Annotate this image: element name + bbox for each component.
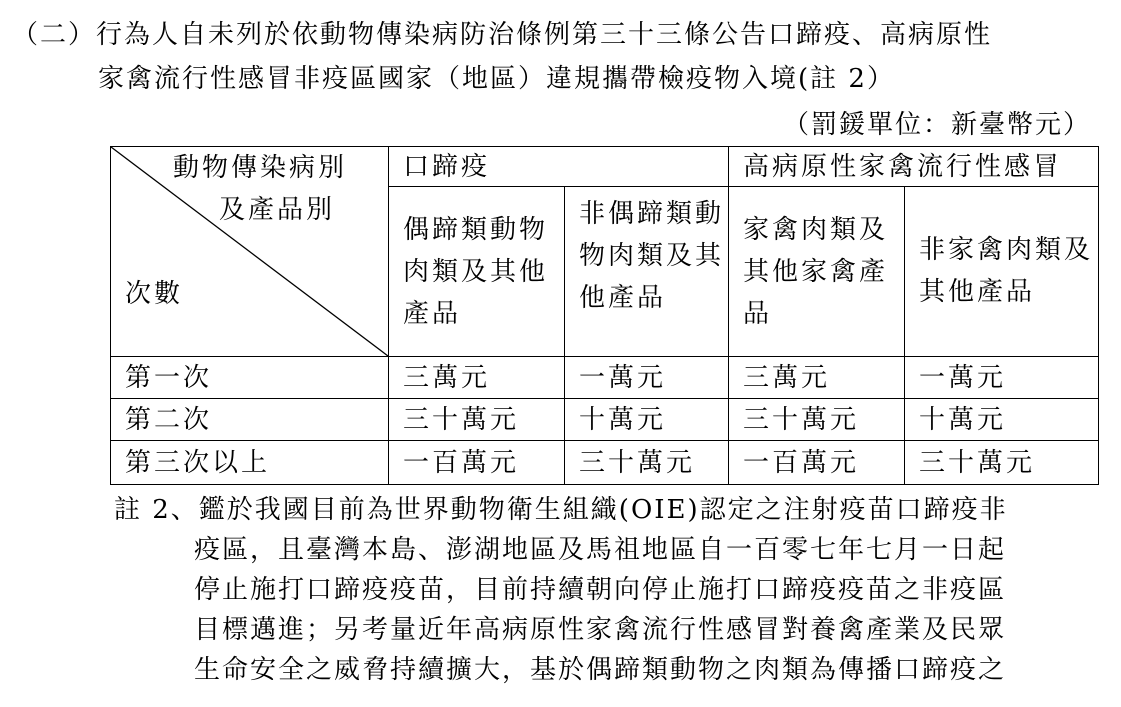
corner-header-cell — [111, 147, 389, 357]
corner-label-disease: 動物傳染病別 — [173, 153, 348, 183]
fine-table — [110, 146, 1099, 485]
row-label: 第三次以上 — [111, 441, 389, 485]
table-row — [111, 357, 1099, 399]
fine-cell: 一萬元 — [565, 357, 729, 399]
subheader-non-cloven-hoof: 非偶蹄類動物肉類及其他產品 — [565, 187, 729, 357]
footnote-line: 目標邁進；另考量近年高病原性家禽流行性感冒對養禽產業及民眾 — [194, 615, 1007, 645]
fine-cell: 三十萬元 — [905, 441, 1099, 485]
heading-line-2: 家禽流行性感冒非疫區國家（地區）違規攜帶檢疫物入境(註 2） — [98, 64, 895, 94]
fine-cell: 十萬元 — [565, 399, 729, 441]
corner-label-product: 及產品別 — [219, 195, 336, 225]
footnote-2 — [114, 490, 1114, 690]
subheader-cloven-hoof: 偶蹄類動物肉類及其他產品 — [389, 187, 565, 357]
row-label: 第一次 — [111, 357, 389, 399]
fine-cell: 三十萬元 — [389, 399, 565, 441]
subheader-poultry: 家禽肉類及其他家禽產品 — [729, 187, 905, 357]
fine-cell: 一百萬元 — [729, 441, 905, 485]
table-row — [111, 441, 1099, 485]
table-header-row — [111, 147, 1099, 187]
table-row — [111, 399, 1099, 441]
fine-cell: 十萬元 — [905, 399, 1099, 441]
fine-cell: 三萬元 — [729, 357, 905, 399]
corner-label-count: 次數 — [125, 279, 184, 309]
footnote-line: 生命安全之威脅持續擴大，基於偶蹄類動物之肉類為傳播口蹄疫之 — [194, 655, 1007, 685]
footnote-line: 註 2、鑑於我國目前為世界動物衛生組織(OIE)認定之注射疫苗口蹄疫非 — [114, 495, 1008, 525]
group-header-fmd: 口蹄疫 — [389, 147, 729, 187]
subheader-non-poultry: 非家禽肉類及其他產品 — [905, 187, 1099, 357]
heading-line-1: （二）行為人自未列於依動物傳染病防治條例第三十三條公告口蹄疫、高病原性 — [12, 20, 993, 50]
fine-cell: 三萬元 — [389, 357, 565, 399]
fine-cell: 一萬元 — [905, 357, 1099, 399]
unit-note: （罰鍰單位：新臺幣元） — [782, 110, 1091, 140]
row-label: 第二次 — [111, 399, 389, 441]
footnote-line: 停止施打口蹄疫疫苗，目前持續朝向停止施打口蹄疫疫苗之非疫區 — [194, 575, 1007, 605]
group-header-hpai: 高病原性家禽流行性感冒 — [729, 147, 1099, 187]
fine-cell: 一百萬元 — [389, 441, 565, 485]
fine-cell: 三十萬元 — [565, 441, 729, 485]
fine-cell: 三十萬元 — [729, 399, 905, 441]
footnote-line: 疫區，且臺灣本島、澎湖地區及馬祖地區自一百零七年七月一日起 — [194, 535, 1007, 565]
